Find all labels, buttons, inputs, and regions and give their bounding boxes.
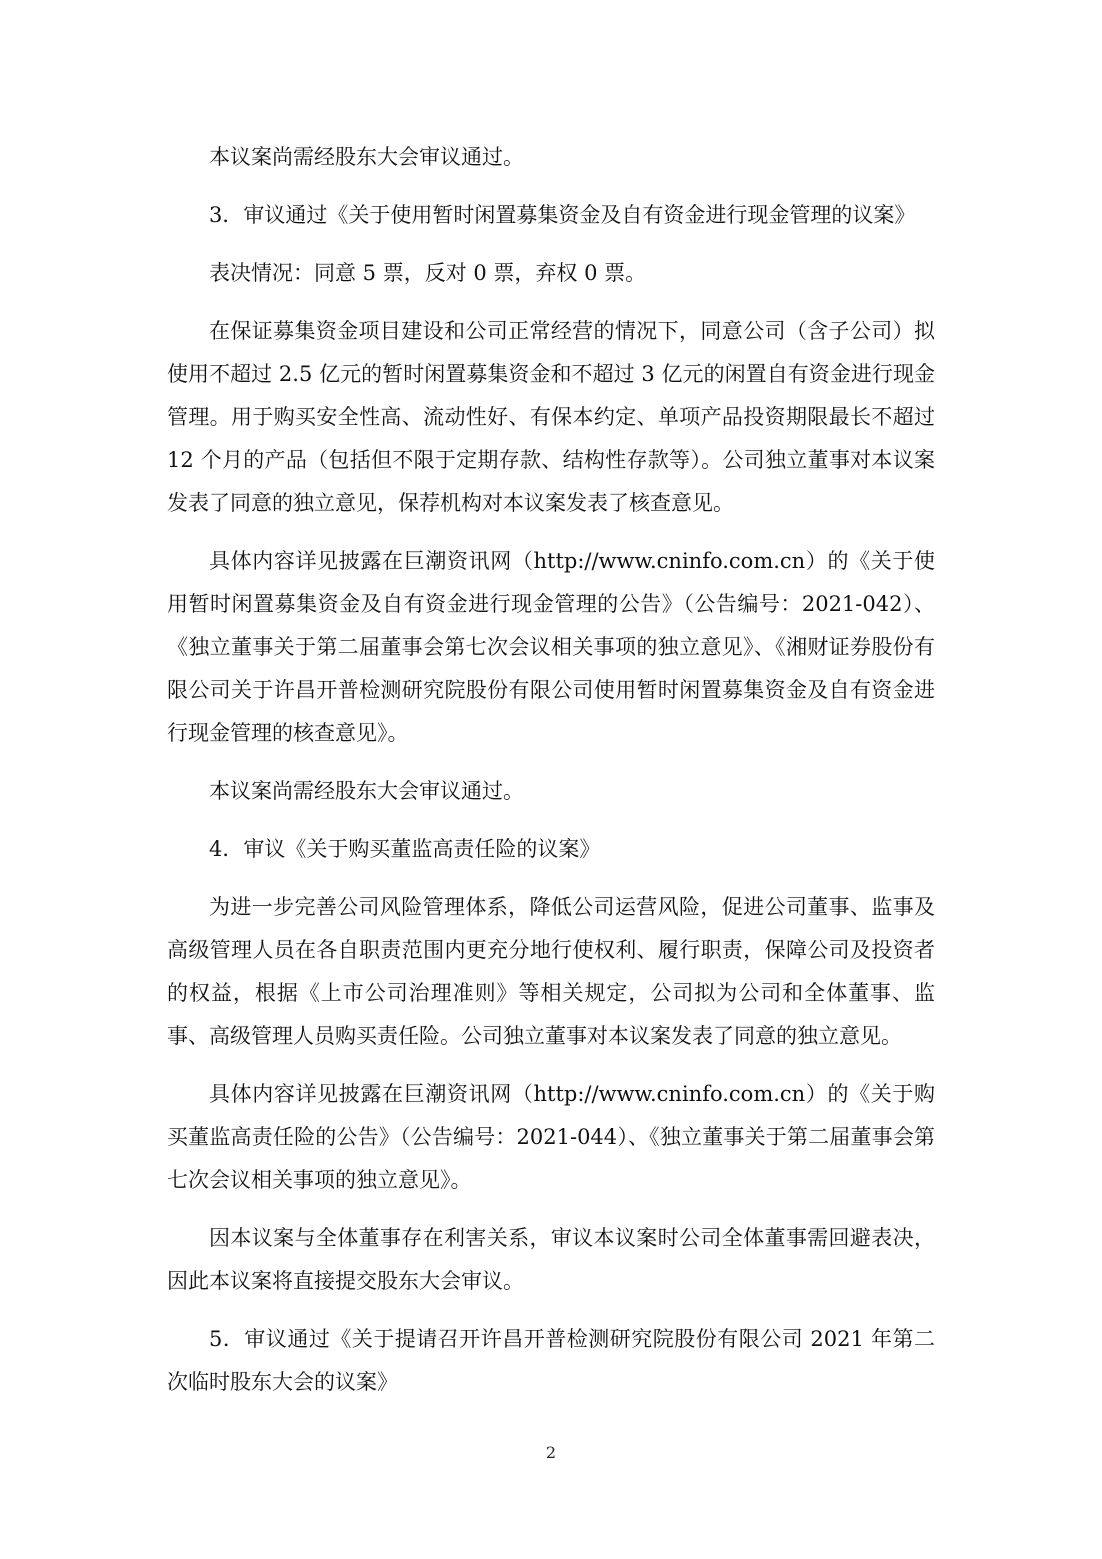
paragraph-item-4-heading: 4．审议《关于购买董监高责任险的议案》 [209,837,601,861]
paragraph-approval-note-1: 本议案尚需经股东大会审议通过。 [209,145,524,169]
paragraph-conflict-of-interest: 因本议案与全体董事存在利害关系，审议本议案时公司全体董事需回避表决，因此本议案将直接提交股东大会审议。 [167,1226,935,1293]
paragraph-cash-management: 在保证募集资金项目建设和公司正常经营的情况下，同意公司（含子公司）拟使用不超过 2.5 亿元的暂时闲置募集资金和不超过 3 亿元的闲置自有资金进行现金管理。用于购买安全性高、流动性好、有保本约定、单项产品投资期限最长不超过 12 个月的产品（包括但不限于定期存款、结构性存款等）。公司独立董事对本议案发表了同意的独立意见，保荐机构对本议案发表了核查意见。 [167,319,935,515]
paragraph-disclosure-1: 具体内容详见披露在巨潮资讯网（http://www.cninfo.com.cn）的《关于使用暂时闲置募集资金及自有资金进行现金管理的公告》（公告编号：2021-042）、《独立董事关于第二届董事会第七次会议相关事项的独立意见》、《湘财证券股份有限公司关于许昌开普检测研究院股份有限公司使用暂时闲置募集资金及自有资金进行现金管理的核查意见》。 [167,549,935,745]
paragraph-vote-result: 表决情况：同意 5 票，反对 0 票，弃权 0 票。 [209,261,647,285]
page-number: 2 [545,1443,557,1462]
paragraph-disclosure-2: 具体内容详见披露在巨潮资讯网（http://www.cninfo.com.cn）的《关于购买董监高责任险的公告》（公告编号：2021-044）、《独立董事关于第二届董事会第七次会议相关事项的独立意见》。 [167,1082,935,1192]
paragraph-item-3-heading: 3．审议通过《关于使用暂时闲置募集资金及自有资金进行现金管理的议案》 [209,203,916,227]
document-body [167,136,935,1404]
paragraph-item-5-heading: 5．审议通过《关于提请召开许昌开普检测研究院股份有限公司 2021 年第二次临时股东大会的议案》 [167,1327,935,1394]
paragraph-liability-insurance: 为进一步完善公司风险管理体系，降低公司运营风险，促进公司董事、监事及高级管理人员在各自职责范围内更充分地行使权利、履行职责，保障公司及投资者的权益，根据《上市公司治理准则》等相关规定，公司拟为公司和全体董事、监事、高级管理人员购买责任险。公司独立董事对本议案发表了同意的独立意见。 [167,895,935,1048]
paragraph-approval-note-2: 本议案尚需经股东大会审议通过。 [209,779,524,803]
